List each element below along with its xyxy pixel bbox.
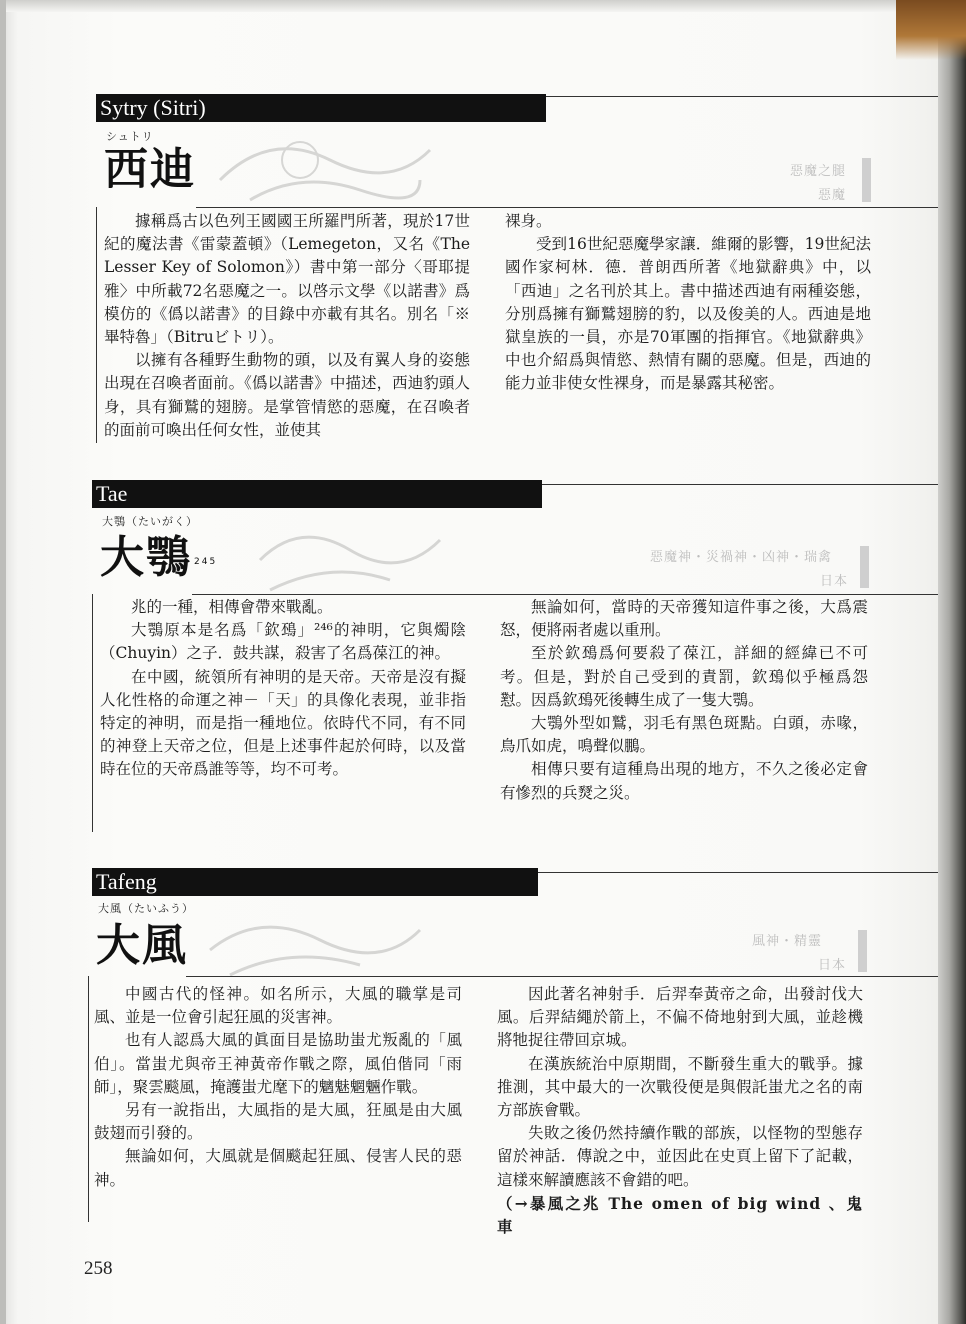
paragraph: 因此著名神射手．后羿奉黃帝之命，出發討伐大風。后羿結繩於箭上，不偏不倚地射到大風，並趁機將牠捉往帶回京城。	[497, 985, 863, 1050]
column-bracket	[88, 976, 89, 1222]
entry-kana: シュトリ	[106, 130, 154, 143]
paragraph: 大鶚外型如鷲，羽毛有黑色斑點。白頭，赤喙，鳥爪如虎，鳴聲似鵬。	[500, 714, 868, 756]
entry-name-bar	[92, 868, 538, 896]
text-column-right	[500, 596, 868, 805]
entry-name-en: Tafeng	[96, 869, 157, 894]
column-bracket	[96, 207, 97, 443]
paragraph: 另有一說指出，大風指的是大風，狂風是由大風鼓翅而引發的。	[94, 1101, 462, 1143]
ghost-text: 惡魔神・災禍神・凶神・瑞禽	[650, 550, 833, 565]
entry-name-bar	[96, 94, 546, 122]
page-number: 258	[84, 1258, 113, 1279]
column-bracket	[92, 594, 93, 832]
paragraph: 無論如何，當時的天帝獲知這件事之後，大爲震怒，便將兩者處以重刑。	[500, 598, 868, 640]
illustration-watermark	[200, 900, 430, 980]
ghost-text: 風神・精靈	[752, 934, 823, 949]
paragraph: 兆的一種，相傳會帶來戰亂。	[131, 598, 333, 616]
paragraph: 也有人認爲大風的眞面目是協助蚩尤叛亂的「風伯」。當蚩尤與帝王神黃帝作戰之際，風伯偕同「雨師」，聚雲颷風，掩護蚩尤麾下的魑魅魍魎作戰。	[94, 1031, 462, 1096]
entry-name-bar	[92, 480, 542, 508]
text-column-left	[94, 983, 462, 1192]
paragraph: 據稱爲古以色列王國國王所羅門所著，現於17世紀的魔法書《雷蒙蓋頓》（Lemegeton，又名《The Lesser Key of Solomon》）書中第一部分〈哥耶提雅〉中所載72名惡魔之一。以啓示文學《以諾書》爲模仿的《僞以諾書》的目錄中亦載有其名。別名「※畢特魯」（Bitruビトリ）。	[104, 212, 470, 347]
text-column-right	[497, 983, 863, 1238]
book-edge	[938, 0, 966, 1324]
section-divider	[186, 976, 938, 977]
entry-kana: 大鶚（たいがく）	[102, 515, 198, 528]
cross-reference: （→暴風之兆 The omen of big wind 、鬼車	[497, 1193, 863, 1237]
paragraph: 中國古代的怪神。如名所示，大風的職掌是司風、並是一位會引起狂風的災害神。	[94, 985, 462, 1027]
ghost-text: 惡魔	[818, 188, 847, 203]
paragraph: 失敗之後仍然持續作戰的部族，以怪物的型態存留於神話．傳說之中，並因此在史頁上留下了記載，這樣來解讀應該不會錯的吧。	[497, 1124, 863, 1189]
header-rule	[542, 484, 938, 485]
paragraph: 受到16世紀惡魔學家讓．維爾的影響，19世紀法國作家柯林．德．普朗西所著《地獄辭典》中，以「西迪」之名刊於其上。書中描述西迪有兩種姿態，分別爲擁有獅鷲翅膀的豹，以及俊美的人。西迪是地獄皇族的一員，亦是70軍團的指揮官。《地獄辭典》中也介紹爲與情慾、熱情有關的惡魔。但是，西迪的能力並非使女性裸身，而是暴露其秘密。	[505, 235, 871, 393]
header-rule	[546, 96, 938, 97]
paragraph: 以擁有各種野生動物的頭，以及有翼人身的姿態出現在召喚者面前。《僞以諾書》中描述，西迪豹頭人身，具有獅鷲的翅膀。是掌管情慾的惡魔，在召喚者的面前可喚出任何女性，並使其	[104, 351, 470, 439]
ghost-text: 日本	[818, 958, 847, 973]
binding-edge	[0, 0, 6, 1324]
entry-title: 大鶚 $^{245}$	[100, 532, 218, 583]
illustration-watermark	[210, 120, 440, 210]
ghost-tab	[862, 158, 871, 202]
ghost-text: 惡魔之腿	[790, 164, 847, 179]
entry-title: 大風	[96, 920, 188, 971]
paragraph: 裸身。	[505, 212, 552, 230]
paragraph: 無論如何，大風就是個颷起狂風、侵害人民的惡神。	[94, 1147, 462, 1189]
entry-name-en: Tae	[96, 481, 128, 506]
ghost-text: 日本	[820, 574, 849, 589]
paragraph: 至於欽䲹爲何要殺了葆江，詳細的經緯已不可考。但是，對於自己受到的責罰，欽䲹似乎極爲怨懟。因爲欽䲹死後轉生成了一隻大鶚。	[500, 644, 868, 709]
paragraph: 在中國，統領所有神明的是天帝。天帝是沒有擬人化性格的命運之神－「天」的具像化表現，並非指特定的神明，而是指一種地位。依時代不同，有不同的神登上天帝之位，但是上述事件起於何時，以及當時在位的天帝爲誰等等，均不可考。	[100, 667, 466, 779]
section-divider	[192, 594, 938, 595]
header-rule	[538, 872, 938, 873]
entry-name-en: Sytry (Sitri)	[100, 95, 206, 120]
entry-title: 西迪	[104, 144, 196, 195]
ghost-tab	[858, 930, 867, 972]
book-cover-edge	[896, 0, 966, 60]
ghost-tab	[860, 546, 869, 588]
page-top-shadow	[0, 0, 966, 12]
footnote-number: 245	[194, 557, 218, 567]
paragraph: 在漢族統治中原期間，不斷發生重大的戰爭。據推測，其中最大的一次戰役便是與假託蚩尤之名的南方部族會戰。	[497, 1054, 863, 1120]
text-column-left	[104, 210, 470, 442]
text-column-left	[100, 596, 466, 782]
section-divider	[196, 207, 938, 208]
paragraph: 相傳只要有這種鳥出現的地方，不久之後必定會有慘烈的兵燹之災。	[500, 760, 868, 802]
illustration-watermark	[250, 520, 450, 600]
text-column-right	[505, 210, 871, 396]
entry-kana: 大風（たいふう）	[98, 902, 194, 915]
paragraph: 大鶚原本是名爲「欽䲹」²⁴⁶的神明，它與燭陰（Chuyin）之子．鼓共謀，殺害了名爲葆江的神。	[100, 621, 466, 663]
